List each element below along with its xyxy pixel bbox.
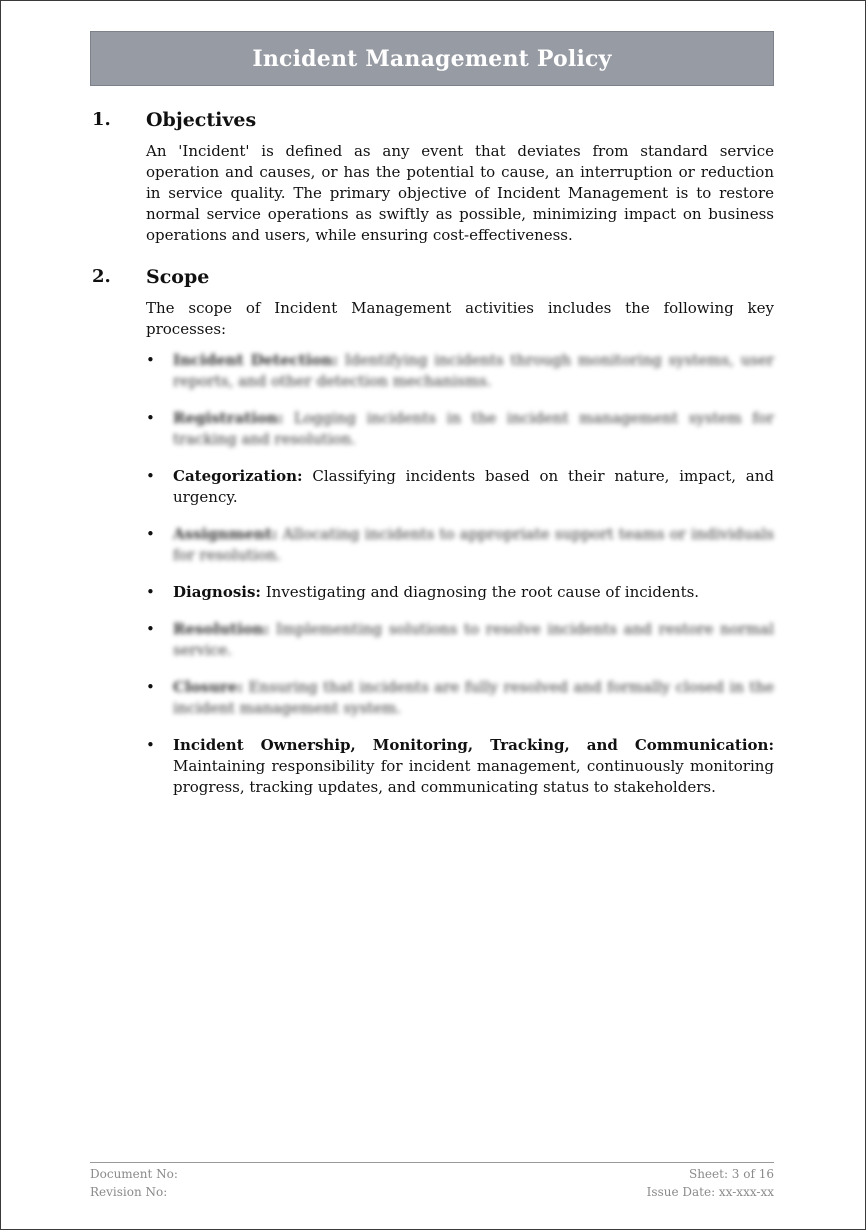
- scope-list-item: [146, 408, 774, 450]
- scope-item-term: Closure:: [173, 678, 243, 696]
- scope-item-description: Investigating and diagnosing the root cause of incidents.: [260, 583, 700, 601]
- section-title: Scope: [146, 266, 210, 288]
- scope-item-term: Resolution:: [173, 620, 270, 638]
- scope-item-content: [173, 409, 774, 448]
- scope-list-item: [146, 677, 774, 719]
- bullet-icon: •: [146, 583, 155, 601]
- section-scope: [90, 266, 774, 814]
- scope-item-content: [173, 583, 699, 601]
- scope-item-description: Implementing solutions to resolve incidents and restore normal service.: [173, 620, 774, 659]
- document-title: Incident Management Policy: [252, 45, 612, 72]
- page-footer: [90, 1162, 774, 1201]
- bullet-icon: •: [146, 351, 155, 369]
- scope-list-item: [146, 582, 774, 603]
- bullet-icon: •: [146, 525, 155, 543]
- issue-date: Issue Date: xx-xxx-xx: [646, 1185, 774, 1199]
- scope-item-content: [173, 525, 774, 564]
- scope-intro: The scope of Incident Management activities includes the following key processes:: [146, 299, 774, 338]
- scope-item-term: Incident Ownership, Monitoring, Tracking, and Communication:: [173, 736, 774, 754]
- bullet-icon: •: [146, 678, 155, 696]
- scope-item-content: [173, 467, 774, 506]
- scope-item-content: [173, 736, 774, 796]
- objectives-paragraph: An 'Incident' is defined as any event that deviates from standard service operation and causes, or has the potential to cause, an interruption or reduction in service quality. The primary objective of Incident Management is to restore normal service operations as swiftly as possible, minimizing impact on business operations and users, while ensuring cost-effectiveness.: [146, 142, 774, 244]
- bullet-icon: •: [146, 736, 155, 754]
- scope-item-content: [173, 678, 774, 717]
- section-title: Objectives: [146, 109, 257, 131]
- scope-list-item: [146, 524, 774, 566]
- title-banner: [90, 31, 774, 86]
- bullet-icon: •: [146, 467, 155, 485]
- scope-item-term: Diagnosis:: [173, 583, 261, 601]
- scope-item-description: Logging incidents in the incident management system for tracking and resolution.: [173, 409, 774, 448]
- scope-list-item: [146, 735, 774, 798]
- scope-item-term: Registration:: [173, 409, 284, 427]
- sheet-number: Sheet: 3 of 16: [688, 1167, 774, 1181]
- scope-item-description: Classifying incidents based on their nature, impact, and urgency.: [173, 467, 774, 506]
- scope-item-term: Incident Detection:: [173, 351, 338, 369]
- scope-item-content: [173, 620, 774, 659]
- scope-item-description: Ensuring that incidents are fully resolved and formally closed in the incident management system.: [173, 678, 774, 717]
- section-heading: [90, 266, 774, 294]
- section-number: 1.: [92, 109, 111, 130]
- scope-item-description: Maintaining responsibility for incident management, continuously monitoring progress, tracking updates, and communicating status to stakeholders.: [173, 757, 774, 796]
- scope-list-item: [146, 619, 774, 661]
- scope-item-description: Allocating incidents to appropriate support teams or individuals for resolution.: [173, 525, 774, 564]
- scope-list-item: [146, 350, 774, 392]
- section-objectives: [90, 109, 774, 246]
- revision-number-label: Revision No:: [90, 1185, 168, 1199]
- scope-list: [90, 350, 774, 798]
- section-heading: [90, 109, 774, 137]
- section-number: 2.: [92, 266, 111, 287]
- bullet-icon: •: [146, 620, 155, 638]
- scope-list-item: [146, 466, 774, 508]
- bullet-icon: •: [146, 409, 155, 427]
- document-number-label: Document No:: [90, 1167, 178, 1181]
- scope-item-content: [173, 351, 774, 390]
- scope-item-term: Categorization:: [173, 467, 303, 485]
- scope-item-term: Assignment:: [173, 525, 278, 543]
- scope-item-description: Identifying incidents through monitoring systems, user reports, and other detection mechanisms.: [173, 351, 774, 390]
